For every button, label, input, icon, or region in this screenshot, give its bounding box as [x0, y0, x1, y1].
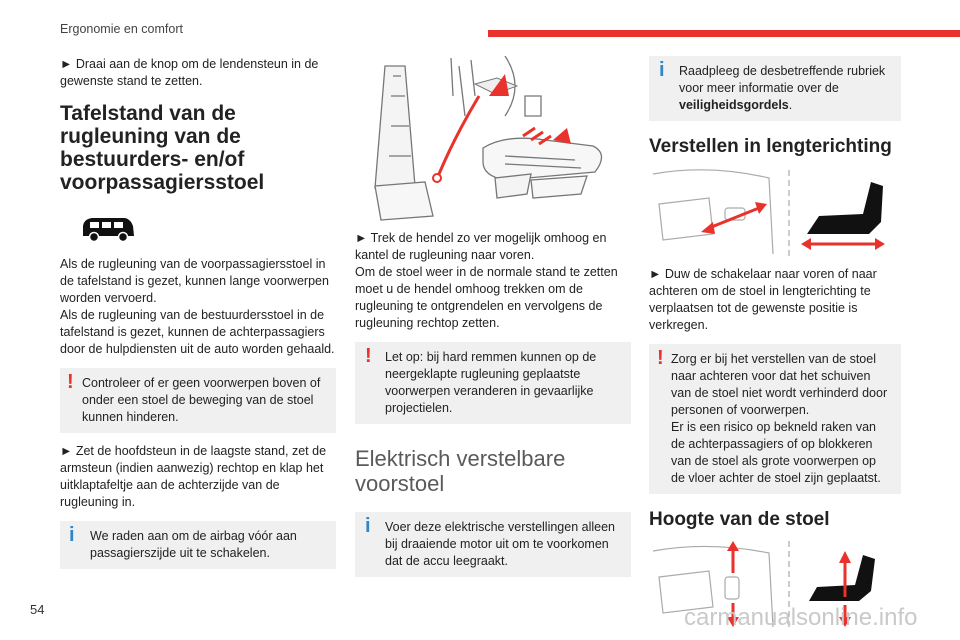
- warning-box: ! Let op: bij hard remmen kunnen op de neergeklapte rugleuning geplaatste voorwerpen veranderen in gevaarlijke projectielen.: [355, 342, 631, 424]
- warning-icon: !: [67, 371, 74, 393]
- column-3: [649, 56, 901, 629]
- seat-switch-illustration: [649, 164, 901, 260]
- section-heading-length: Verstellen in lengterichting: [649, 136, 892, 157]
- header-title: Ergonomie en comfort: [60, 22, 183, 36]
- info-box: i Raadpleeg de desbetreffende rubriek voor meer informatie over de veiligheidsgordels.: [649, 56, 901, 121]
- warning-icon: !: [657, 347, 664, 369]
- info-box: i We raden aan om de airbag vóór aan passagierszijde uit te schakelen.: [60, 521, 336, 569]
- warning-icon: !: [365, 345, 372, 367]
- instruction-slide: ► Duw de schakelaar naar voren of naar achteren om de stoel in lengterichting te verplaatsen tot de gewenste positie is verkregen.: [649, 267, 877, 332]
- paragraph-driver-seat: Als de rugleuning van de bestuurdersstoel in de tafelstand is gezet, kunnen de achterpassagiers door de hulpdiensten uit de auto worden gehaald.: [60, 308, 335, 356]
- paragraph-passenger-seat: Als de rugleuning van de voorpassagiersstoel in de tafelstand is gezet, kunnen lange voorwerpen worden vervoerd.: [60, 257, 329, 305]
- instruction-lumbar: ► Draai aan de knop om de lendensteun in de gewenste stand te zetten.: [60, 57, 319, 88]
- info-box: i Voer deze elektrische verstellingen alleen bij draaiende motor uit om te voorkomen dat de accu leegraakt.: [355, 512, 631, 577]
- section-heading-height: Hoogte van de stoel: [649, 509, 830, 530]
- van-icon: [80, 214, 336, 244]
- paragraph-restore: Om de stoel weer in de normale stand te zetten moet u de hendel omhoog trekken om de rugleuning te ontgrendelen en vervolgens de rugleuning rechtop zetten.: [355, 265, 618, 330]
- seat-illustration: [355, 56, 631, 224]
- page-number: 54: [30, 602, 45, 617]
- instruction-headrest: ► Zet de hoofdsteun in de laagste stand, zet de armsteun (indien aanwezig) rechtop en klap het uitklaptafeltje aan de achterzijde van de rugleuning in.: [60, 444, 327, 509]
- info-icon: i: [365, 515, 371, 537]
- info-icon: i: [69, 524, 75, 546]
- watermark: carmanualsonline.info: [684, 604, 918, 631]
- info-icon: i: [659, 59, 665, 81]
- warning-box: ! Controleer of er geen voorwerpen boven of onder een stoel de beweging van de stoel kunnen hinderen.: [60, 368, 336, 433]
- column-2: [355, 56, 631, 577]
- header-accent-bar: [488, 30, 960, 37]
- section-heading-electric-seat: Elektrisch verstelbare voorstoel: [355, 446, 566, 496]
- column-1: [60, 56, 336, 569]
- warning-box: ! Zorg er bij het verstellen van de stoel naar achteren voor dat het schuiven van de stoel niet wordt verhinderd door personen of voorwerpen. Er is een risico op bekneld raken van de achterpassagiers of op blokkeren van de stoel als grote voorwerpen op de vloer achter de stoel zijn geplaatst.: [649, 344, 901, 494]
- section-heading-table-position: Tafelstand van de rugleuning van de bestuurders- en/of voorpassagiersstoel: [60, 102, 265, 194]
- instruction-pull-lever: ► Trek de hendel zo ver mogelijk omhoog en kantel de rugleuning naar voren.: [355, 231, 607, 262]
